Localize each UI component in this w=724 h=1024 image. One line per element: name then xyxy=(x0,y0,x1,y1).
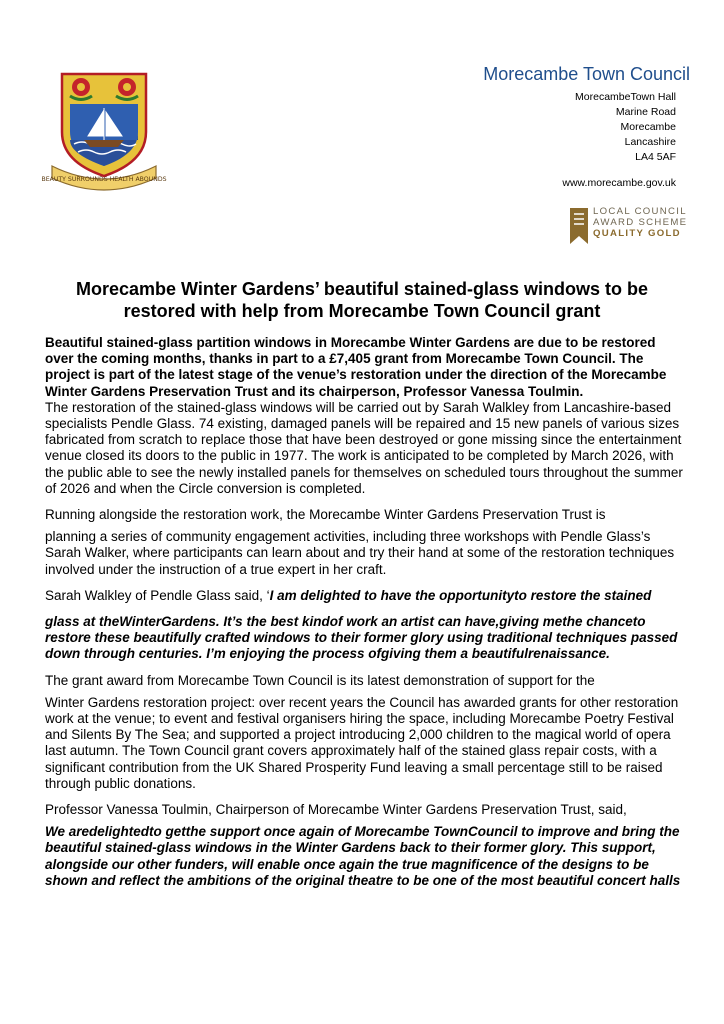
crest-emblem-icon xyxy=(41,70,167,190)
quote-text: I am delighted to have the opportunityto restore the stained xyxy=(269,587,652,603)
council-name: Morecambe Town Council xyxy=(483,64,690,84)
quote-text: We aredelightedto getthe support once again of Morecambe TownCouncil to improve and bring the beautiful stained-glass windows in the Winter Gardens back to their former glory. This support, alongside our other funders, will enable once again the true magnificence of the designs to be shown and reflect the ambitions of the original theatre to be one of the most beautiful concert halls xyxy=(45,824,681,888)
quote-attribution: Sarah Walkley of Pendle Glass said, ‘ xyxy=(45,587,270,603)
press-release-body xyxy=(45,335,687,889)
quote-text: glass at theWinterGardens. It’s the best kindof work an artist can have,giving methe chanceto restore these beautifully crafted windows to their former glory using traditional techniques passed xyxy=(45,614,678,646)
address-line: Lancashire xyxy=(624,136,676,148)
address-line: MorecambeTown Hall xyxy=(575,91,676,103)
body-paragraph-line: Running alongside the restoration work, the Morecambe Winter Gardens Preservation Trust is xyxy=(45,507,606,523)
body-paragraph: Professor Vanessa Toulmin, Chairperson of Morecambe Winter Gardens Preservation Trust, said, xyxy=(45,802,627,818)
intro-paragraph: Beautiful stained-glass partition windows in Morecambe Winter Gardens are due to be restored over the coming months, thanks in part to a £7,405 grant from Morecambe Town Council. The project is part of the latest stage of the venue’s restoration under the direction of the Morecambe Winter Gardens Preservation Trust and its chairperson, Professor Vanessa Toulmin. xyxy=(45,335,667,399)
council-address xyxy=(575,90,676,165)
body-paragraph-line: The grant award from Morecambe Town Council is its latest demonstration of support for the xyxy=(45,672,595,688)
body-paragraph: planning a series of community engagement activities, including three workshops with Pendle Glass’s Sarah Walker, where participants can learn about and try their hand at some of the restoration techniques involved under the instruction of a true expert in her craft. xyxy=(45,529,675,577)
quote-text: down through centuries. I’m enjoying the process ofgiving them a beautifulrenaissance. xyxy=(45,646,610,662)
press-release-headline: Morecambe Winter Gardens’ beautiful stained-glass windows to be restored with help from Morecambe Town Council grant xyxy=(76,279,648,321)
address-line: Morecambe xyxy=(620,121,676,133)
svg-text:BEAUTY SURROUNDS HEALTH ABOUND: BEAUTY SURROUNDS HEALTH ABOUNDS xyxy=(41,176,167,183)
award-line: QUALITY GOLD xyxy=(593,228,681,239)
body-paragraph: Winter Gardens restoration project: over recent years the Council has awarded grants for other restoration work at the venue; to event and festival organisers hiring the space, including Morecambe Poetry Festival and Silents By The Sea; and supported a project introducing 2,000 children to the magical world of opera last autumn. The Town Council grant covers approximately half of the stained glass repair costs, with a significant contribution from the UK Shared Prosperity Fund leaving a small percentage still to be raised through public donations. xyxy=(45,694,679,791)
quote-paragraph xyxy=(45,588,687,604)
award-line: AWARD SCHEME xyxy=(593,217,688,228)
quality-gold-award-logo xyxy=(570,206,690,246)
award-ribbon-icon xyxy=(570,208,588,244)
address-line: LA4 5AF xyxy=(635,151,676,163)
council-crest xyxy=(41,70,167,190)
award-line: LOCAL COUNCIL xyxy=(593,206,687,217)
council-website: www.morecambe.gov.uk xyxy=(562,177,676,189)
address-line: Marine Road xyxy=(615,106,676,118)
body-paragraph: The restoration of the stained-glass windows will be carried out by Sarah Walkley from Lancashire-based specialists Pendle Glass. 74 existing, damaged panels will be repaired and 15 new panels of various sizes fabricated from scratch to replace those that have been destroyed or gone missing since the entertainment venue closed its doors to the public in 1977. The work is anticipated to be completed by March 2026, with the public able to see the newly installed panels for themselves on scheduled tours throughout the summer of 2026 and when the Circle conversion is completed. xyxy=(45,399,683,496)
